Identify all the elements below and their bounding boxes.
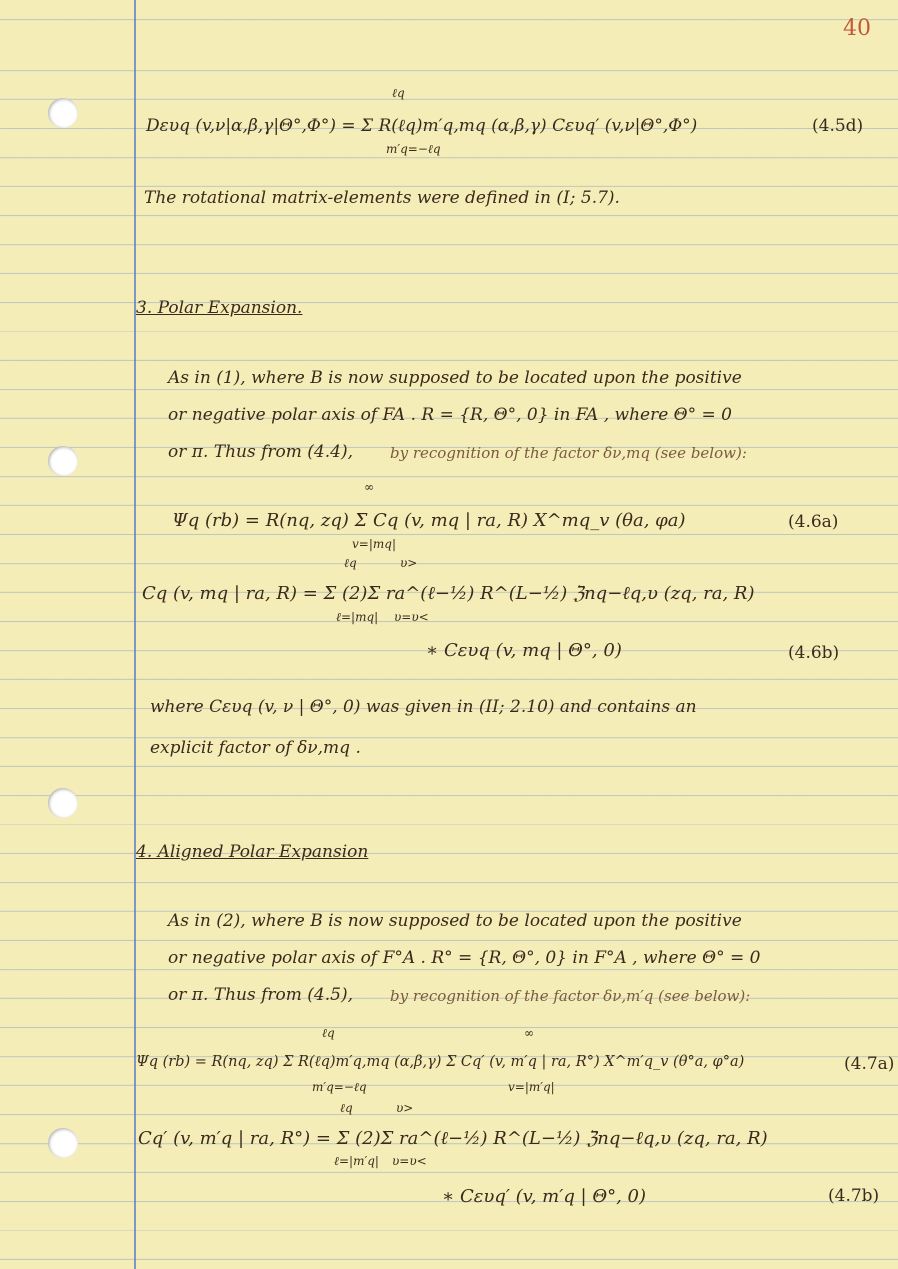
margin-line [134,0,136,1269]
sum-lower-limit: v=|m′q| [508,1080,555,1094]
sum-upper-limit: ℓq [340,1101,353,1115]
paragraph-line-faint: by recognition of the factor δν,mq (see below): [390,444,747,462]
equation-number: (4.6a) [788,512,839,532]
sum-lower-limit: υ=υ< [392,1154,427,1168]
equation-4-7b-line2: ∗ Cευq′ (v, m′q | Θ°, 0) [442,1186,647,1207]
sum-lower-limit: ℓ=|mq| [336,610,379,624]
sum-lower-limit: ℓ=|m′q| [334,1154,379,1168]
equation-number: (4.5d) [812,116,864,136]
paragraph-line: or π. Thus from (4.5), [168,985,353,1005]
equation-4-7b-line1: Cq′ (v, m′q | ra, R°) = Σ (2)Σ ra^(ℓ−½) R^(L−½) ℨnq−ℓq,υ (zq, ra, R) [138,1128,768,1149]
equation-4-6b-line1: Cq (v, mq | ra, R) = Σ (2)Σ ra^(ℓ−½) R^(L−½) ℨnq−ℓq,υ (zq, ra, R) [142,583,755,604]
paragraph-line: As in (2), where B is now supposed to be located upon the positive [168,911,742,931]
equation-4-6a: Ψq (rb) = R(nq, zq) Σ Cq (v, mq | ra, R) X^mq_v (θa, φa) [172,510,686,531]
equation-number: (4.6b) [788,643,840,663]
sum-upper-limit: ℓq [392,86,405,100]
sum-lower-limit: v=|mq| [352,537,396,551]
sum-lower-limit: m′q=−ℓq [386,142,441,156]
punch-hole [48,98,78,128]
sum-upper-limit: υ> [400,556,418,570]
equation-4-6b-line2: ∗ Cευq (v, mq | Θ°, 0) [426,640,622,661]
sum-upper-limit: υ> [396,1101,414,1115]
paragraph-line-faint: by recognition of the factor δν,m′q (see below): [390,987,751,1005]
paragraph-line: or negative polar axis of F°A . R° = {R, Θ°, 0} in F°A , where Θ° = 0 [168,948,761,968]
sum-upper-limit: ℓq [322,1026,335,1040]
sum-upper-limit: ∞ [524,1026,534,1040]
section-4-heading: 4. Aligned Polar Expansion [136,842,369,862]
punch-hole [48,446,78,476]
equation-number: (4.7a) [844,1054,895,1074]
sum-lower-limit: m′q=−ℓq [312,1080,367,1094]
punch-hole [48,1128,78,1158]
page-number: 40 [843,16,871,41]
punch-hole [48,788,78,818]
equation-4-5d: Dευq (v,ν|α,β,γ|Θ°,Φ°) = Σ R(ℓq)m′q,mq (α,β,γ) Cευq′ (v,ν|Θ°,Φ°) [146,116,698,136]
sum-upper-limit: ℓq [344,556,357,570]
paragraph-line: As in (1), where B is now supposed to be located upon the positive [168,368,742,388]
paragraph-line: where Cευq (v, ν | Θ°, 0) was given in (II; 2.10) and contains an [150,697,697,717]
section-3-heading: 3. Polar Expansion. [136,298,303,318]
equation-4-7a: Ψq (rb) = R(nq, zq) Σ R(ℓq)m′q,mq (α,β,γ) Σ Cq′ (v, m′q | ra, R°) X^m′q_v (θ°a, φ°a) [136,1054,745,1070]
paragraph-line: or negative polar axis of FA . R = {R, Θ°, 0} in FA , where Θ° = 0 [168,405,732,425]
rotational-sentence: The rotational matrix-elements were defined in (I; 5.7). [144,188,620,208]
equation-number: (4.7b) [828,1186,880,1206]
sum-lower-limit: υ=υ< [394,610,429,624]
paragraph-line: explicit factor of δν,mq . [150,738,361,758]
paragraph-line: or π. Thus from (4.4), [168,442,353,462]
sum-upper-limit: ∞ [364,480,374,494]
